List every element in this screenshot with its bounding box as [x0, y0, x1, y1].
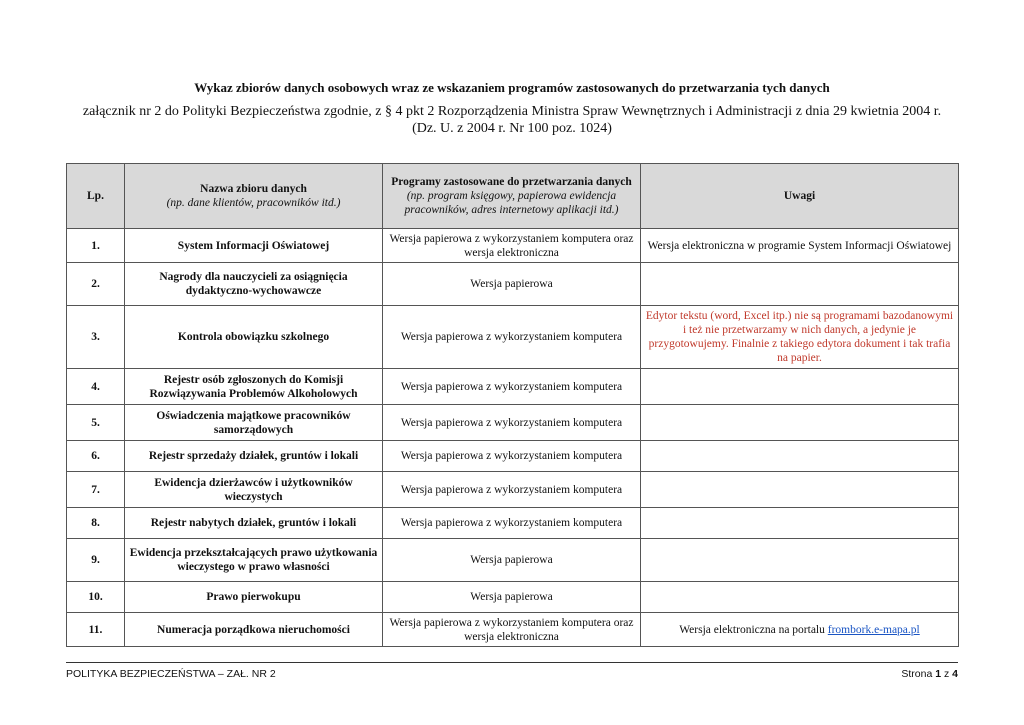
table-row: [67, 405, 959, 441]
table-row: [67, 539, 959, 582]
row-notes: Edytor tekstu (word, Excel itp.) nie są programami bazodanowymi i też nie przetwarzamy w nich danych, a jedynie je przygotowujemy. Finalnie z takiego edytora dokument i tak trafia na papier.: [641, 306, 959, 369]
page-current: 1: [935, 668, 942, 680]
table-row: [67, 472, 959, 508]
row-lp: 10.: [67, 582, 125, 613]
document-subtitle: [60, 103, 964, 137]
row-name: Rejestr nabytych działek, gruntów i lokali: [125, 508, 383, 539]
row-name: Ewidencja dzierżawców i użytkowników wieczystych: [125, 472, 383, 508]
header-programs-label: Programy zastosowane do przetwarzania danych: [391, 176, 632, 188]
page-word: Strona: [901, 668, 933, 680]
row-lp: 4.: [67, 369, 125, 405]
row-notes: [641, 582, 959, 613]
row-lp: 8.: [67, 508, 125, 539]
row-programs: Wersja papierowa: [383, 539, 641, 582]
row-lp: 6.: [67, 441, 125, 472]
footer-divider: [66, 662, 958, 663]
row-programs: Wersja papierowa z wykorzystaniem komputera oraz wersja elektroniczna: [383, 229, 641, 263]
row-notes: [641, 405, 959, 441]
row-lp: 7.: [67, 472, 125, 508]
row-lp: 2.: [67, 263, 125, 306]
row-lp: 1.: [67, 229, 125, 263]
page-separator: z: [943, 668, 950, 680]
table-row: [67, 229, 959, 263]
subtitle-line-1: załącznik nr 2 do Polityki Bezpieczeństwa zgodnie, z § 4 pkt 2 Rozporządzenia Ministra Spraw Wewnętrznych i Administracji z dnia 29 kwietnia 2004 r.: [82, 104, 942, 119]
row-lp: 9.: [67, 539, 125, 582]
row-programs: Wersja papierowa z wykorzystaniem komputera: [383, 441, 641, 472]
header-programs: [383, 164, 641, 229]
table-row: [67, 508, 959, 539]
row-programs: Wersja papierowa: [383, 582, 641, 613]
document-title: Wykaz zbiorów danych osobowych wraz ze wskazaniem programów zastosowanych do przetwarzania tych danych: [194, 80, 830, 95]
row-programs: Wersja papierowa: [383, 263, 641, 306]
row-name: Prawo pierwokupu: [125, 582, 383, 613]
row-notes: [641, 263, 959, 306]
header-notes: Uwagi: [641, 164, 959, 229]
table-header-row: [67, 164, 959, 229]
row-name: System Informacji Oświatowej: [125, 229, 383, 263]
row-name: Kontrola obowiązku szkolnego: [125, 306, 383, 369]
row-name: Rejestr osób zgłoszonych do Komisji Rozwiązywania Problemów Alkoholowych: [125, 369, 383, 405]
row-notes: Wersja elektroniczna w programie System Informacji Oświatowej: [641, 229, 959, 263]
row-lp: 11.: [67, 613, 125, 647]
header-name: [125, 164, 383, 229]
row-programs: Wersja papierowa z wykorzystaniem komputera: [383, 405, 641, 441]
row-programs: Wersja papierowa z wykorzystaniem komputera: [383, 306, 641, 369]
table-row: [67, 369, 959, 405]
footer-document-name: POLITYKA BEZPIECZEŃSTWA – ZAŁ. NR 2: [66, 668, 276, 680]
row-name: Rejestr sprzedaży działek, gruntów i lokali: [125, 441, 383, 472]
subtitle-line-2: (Dz. U. z 2004 r. Nr 100 poz. 1024): [412, 121, 612, 136]
row-programs: Wersja papierowa z wykorzystaniem komputera oraz wersja elektroniczna: [383, 613, 641, 647]
row-lp: 3.: [67, 306, 125, 369]
header-lp: Lp.: [67, 164, 125, 229]
header-name-label: Nazwa zbioru danych: [200, 183, 307, 195]
table-row: [67, 306, 959, 369]
row-name: Oświadczenia majątkowe pracowników samorządowych: [125, 405, 383, 441]
data-sets-table: [66, 163, 959, 647]
footer-page-number: [901, 668, 958, 680]
table-row: [67, 441, 959, 472]
header-name-hint: (np. dane klientów, pracowników itd.): [166, 197, 341, 209]
row-notes: [641, 508, 959, 539]
row-notes: [641, 472, 959, 508]
row-programs: Wersja papierowa z wykorzystaniem komputera: [383, 472, 641, 508]
row-programs: Wersja papierowa z wykorzystaniem komputera: [383, 369, 641, 405]
row-programs: Wersja papierowa z wykorzystaniem komputera: [383, 508, 641, 539]
row-name: Nagrody dla nauczycieli za osiągnięcia dydaktyczno-wychowawcze: [125, 263, 383, 306]
table-row: [67, 263, 959, 306]
row-notes: [641, 441, 959, 472]
row-lp: 5.: [67, 405, 125, 441]
table-row: [67, 582, 959, 613]
row-notes: [641, 539, 959, 582]
row-notes: [641, 369, 959, 405]
header-programs-hint: (np. program księgowy, papierowa ewidencja pracowników, adres internetowy aplikacji itd.): [404, 190, 619, 216]
row-notes-text: Wersja elektroniczna na portalu: [679, 623, 828, 636]
row-name: Ewidencja przekształcających prawo użytkowania wieczystego w prawo własności: [125, 539, 383, 582]
row-name: Numeracja porządkowa nieruchomości: [125, 613, 383, 647]
portal-link[interactable]: frombork.e-mapa.pl: [827, 623, 920, 636]
row-notes: [641, 613, 959, 647]
page-total: 4: [952, 668, 958, 680]
table-row: [67, 613, 959, 647]
